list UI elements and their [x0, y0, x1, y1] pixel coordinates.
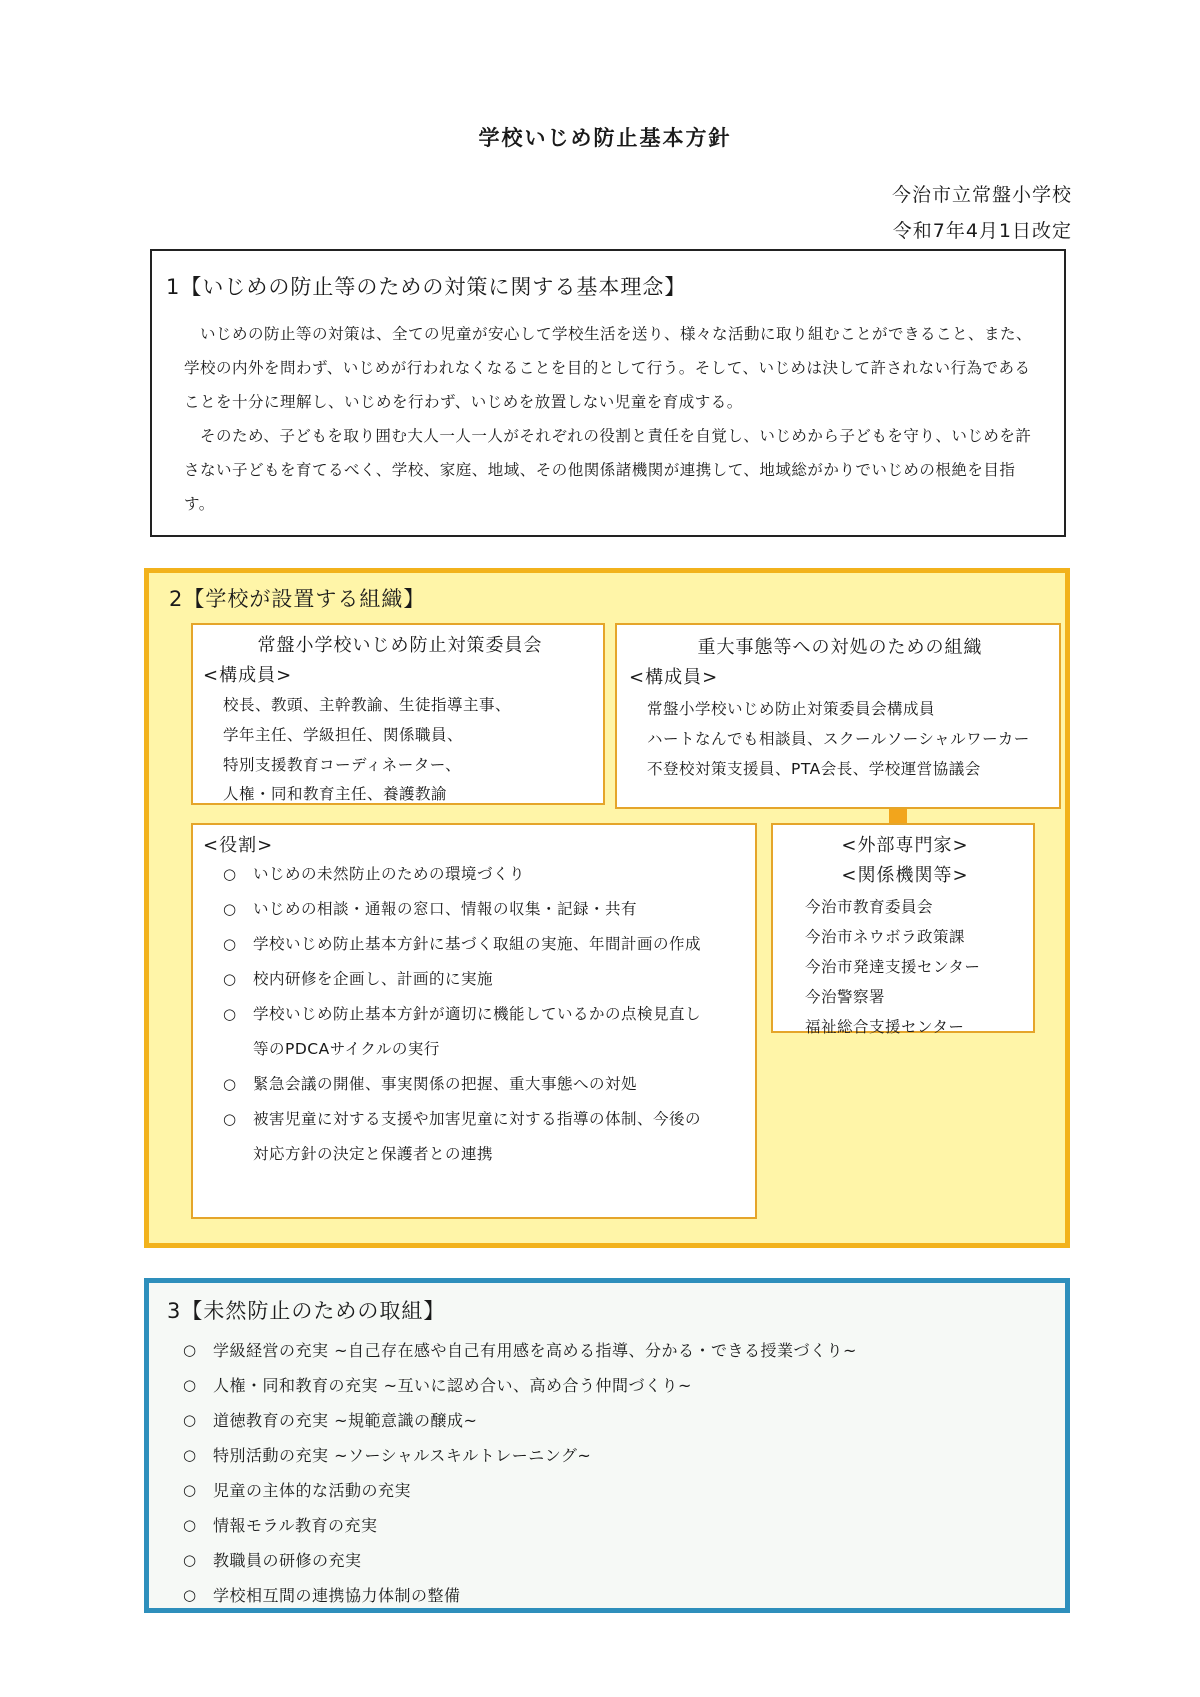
circle-icon: ○ — [183, 1341, 197, 1359]
committee-member-line: 特別支援教育コーディネーター、 — [223, 756, 462, 774]
section1-heading: 1【いじめの防止等のための対策に関する基本理念】 — [166, 275, 687, 299]
prevention-item: ○ 児童の主体的な活動の充実 — [183, 1473, 1043, 1508]
section1-paragraph: いじめの防止等の対策は、全ての児童が安心して学校生活を送り、様々な活動に取り組むことができること、また、学校の内外を問わず、いじめが行われなくなることを目的として行う。そして、いじめは決して許されない行為であることを十分に理解し、いじめを行わず、いじめを放置しない児童を育成する。 — [184, 325, 1033, 411]
circle-icon: ○ — [183, 1551, 197, 1569]
school-name: 今治市立常盤小学校 — [891, 184, 1072, 206]
external-label: <外部専門家> — [841, 835, 969, 856]
circle-icon: ○ — [223, 970, 237, 988]
serious-members-label: <構成員> — [629, 667, 719, 688]
circle-icon: ○ — [223, 1110, 237, 1128]
prevention-item: ○ 学校相互間の連携協力体制の整備 — [183, 1578, 1043, 1613]
circle-icon: ○ — [223, 865, 237, 883]
prevention-item: ○ 学級経営の充実 ~自己存在感や自己有用感を高める指導、分かる・できる授業づくり~ — [183, 1333, 1043, 1368]
external-item: 今治市教育委員会 — [805, 898, 934, 916]
committee-box — [191, 623, 605, 805]
role-item: ○ 学校いじめ防止基本方針が適切に機能しているかの点検見直し等のPDCAサイクルの実行 — [223, 997, 709, 1067]
serious-member-line: 不登校対策支援員、PTA会長、学校運営協議会 — [647, 760, 981, 778]
serious-member-line: ハートなんでも相談員、スクールソーシャルワーカー — [647, 730, 1030, 748]
external-item: 福祉総合支援センター — [805, 1018, 965, 1036]
circle-icon: ○ — [223, 900, 237, 918]
circle-icon: ○ — [183, 1446, 197, 1464]
agencies-label: <関係機関等> — [841, 865, 969, 886]
prevention-item: ○ 特別活動の充実 ~ソーシャルスキルトレーニング~ — [183, 1438, 1043, 1473]
role-item: ○ 緊急会議の開催、事実関係の把握、重大事態への対処 — [223, 1067, 709, 1102]
external-item: 今治市ネウボラ政策課 — [805, 928, 966, 946]
circle-icon: ○ — [183, 1481, 197, 1499]
prevention-item: ○ 道徳教育の充実 ~規範意識の醸成~ — [183, 1403, 1043, 1438]
role-item: ○ いじめの未然防止のための環境づくり — [223, 857, 709, 892]
section-basic-philosophy — [150, 249, 1066, 537]
role-item: ○ 校内研修を企画し、計画的に実施 — [223, 962, 709, 997]
roles-list — [223, 857, 709, 1172]
circle-icon: ○ — [183, 1586, 197, 1604]
prevention-list — [183, 1333, 1043, 1613]
circle-icon: ○ — [223, 935, 237, 953]
committee-title: 常盤小学校いじめ防止対策委員会 — [257, 635, 543, 656]
serious-events-box — [615, 623, 1061, 809]
section1-paragraph: そのため、子どもを取り囲む大人一人一人がそれぞれの役割と責任を自覚し、いじめから子どもを守り、いじめを許さない子どもを育てるべく、学校、家庭、地域、その他関係諸機関が連携して、地域総がかりでいじめの根絶を目指す。 — [184, 427, 1032, 513]
role-item: ○ 被害児童に対する支援や加害児童に対する指導の体制、今後の対応方針の決定と保護者との連携 — [223, 1102, 709, 1172]
circle-icon: ○ — [183, 1516, 197, 1534]
role-item: ○ いじめの相談・通報の窓口、情報の収集・記録・共有 — [223, 892, 709, 927]
circle-icon: ○ — [183, 1376, 197, 1394]
section-prevention-efforts — [144, 1278, 1070, 1613]
circle-icon: ○ — [223, 1075, 237, 1093]
prevention-item: ○ 人権・同和教育の充実 ~互いに認め合い、高め合う仲間づくり~ — [183, 1368, 1043, 1403]
serious-member-line: 常盤小学校いじめ防止対策委員会構成員 — [647, 700, 936, 718]
prevention-item: ○ 教職員の研修の充実 — [183, 1543, 1043, 1578]
committee-member-line: 人権・同和教育主任、養護教諭 — [223, 785, 448, 803]
section-organization — [144, 568, 1070, 1248]
circle-icon: ○ — [223, 1005, 237, 1023]
committee-members-label: <構成員> — [203, 665, 293, 686]
external-item: 今治警察署 — [805, 988, 886, 1006]
roles-label: <役割> — [203, 835, 274, 856]
page-title: 学校いじめ防止基本方針 — [478, 126, 732, 150]
circle-icon: ○ — [183, 1411, 197, 1429]
roles-box — [191, 823, 757, 1219]
serious-events-title: 重大事態等への対処のための組織 — [697, 637, 983, 658]
revision-date: 令和7年4月1日改定 — [892, 220, 1072, 242]
external-item: 今治市発達支援センター — [805, 958, 981, 976]
committee-member-line: 校長、教頭、主幹教諭、生徒指導主事、 — [223, 696, 512, 714]
section2-heading: 2【学校が設置する組織】 — [169, 587, 426, 611]
prevention-item: ○ 情報モラル教育の充実 — [183, 1508, 1043, 1543]
committee-member-line: 学年主任、学級担任、関係職員、 — [223, 726, 464, 744]
section3-heading: 3【未然防止のための取組】 — [167, 1299, 446, 1323]
section1-body — [184, 317, 1044, 521]
role-item: ○ 学校いじめ防止基本方針に基づく取組の実施、年間計画の作成 — [223, 927, 709, 962]
external-box — [771, 823, 1035, 1036]
